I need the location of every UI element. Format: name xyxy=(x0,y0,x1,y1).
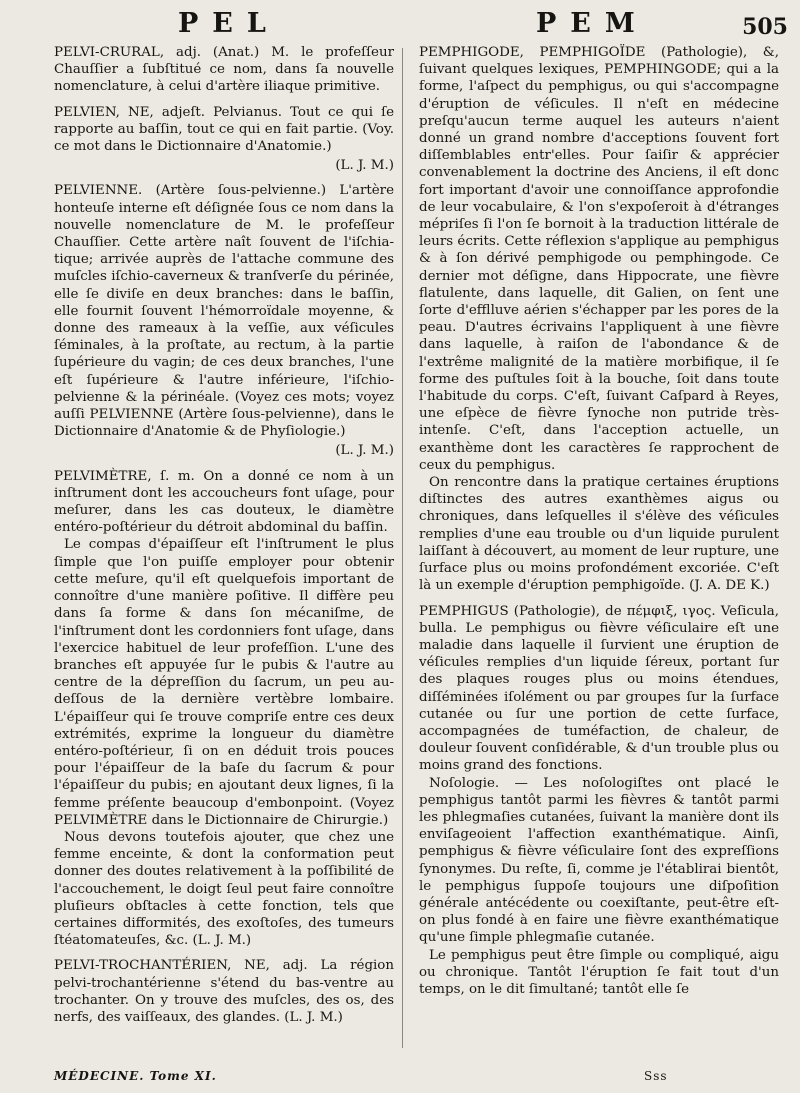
entry-paragraph: PELVIEN, NE, adjeſt. Pelvianus. Tout ce qui ſe rapporte au baſſin, tout ce qui en fait partie. (Voy. ce mot dans le Dictionnaire d'Anatomie.) xyxy=(54,104,394,155)
page-number: 505 xyxy=(742,14,788,40)
footer-signature-mark: Sss xyxy=(644,1069,668,1083)
entry-paragraph: PELVIENNE. (Artère ſous-pelvienne.) L'artère honteuſe interne eſt déſignée ſous ce nom dans la nouvelle nomenclature de M. le profeſſeur Chauſſier. Cette artère naît ſouvent de l'iſchia-tique; arrivée auprès de l'attache commune des muſcles iſchio-caverneux & tranſverſe du périnée, elle ſe diviſe en deux branches: dans le baſſin, elle fournit ſouvent l'hémorroïdale moyenne, & donne des rameaux à la veſſie, aux véſicules ſéminales, à la proſtate, au rectum, à la partie ſupérieure du vagin; de ces deux branches, l'une eſt ſupérieure & l'autre inférieure, l'iſchio-pelvienne & la périnéale. (Voyez ces mots; voyez auſſi PELVIENNE (Artère ſous-pelvienne), dans le Dictionnaire d'Anatomie & de Phyſiologie.) xyxy=(54,183,394,440)
entry-paragraph: PELVI-CRURAL, adj. (Anat.) M. le profeſſeur Chauſſier a ſubſtitué ce nom, dans ſa nouvelle nomenclature, à celui d'artère iliaque primitive. xyxy=(54,45,394,95)
entry-pelvi-crural xyxy=(54,44,394,96)
entry-paragraph: Nous devons toutefois ajouter, que chez une femme enceinte, & dont la conformation peut donner des doutes relativement à la poſſibilité de l'accouchement, le doigt ſeul peut faire connoître pluſieurs obſtacles à cette fonction, tels que certaines difformités, des exoſtoſes, des tumeurs ſtéatomateuſes, &c. (L. J. M.) xyxy=(54,829,394,949)
entry-paragraph: Noſologie. — Les noſologiſtes ont placé le pemphigus tantôt parmi les fièvres & tantôt parmi les phlegmaſies cutanées, ſuivant la manière dont ils enviſageoient l'affection exanthématique. Ainſi, pemphigus & fièvre véſiculaire ſont des expreſſions ſynonymes. Du reſte, ſi, comme je l'établirai bientôt, le pemphigus ſuppoſe toujours une diſpoſition générale antécédente ou coexiſtante, peut-être eſt-on plus fondé à en faire une fièvre exanthématique qu'une ſimple phlegmaſie cutanée. xyxy=(419,775,779,946)
entry-pelvienne xyxy=(54,182,394,459)
entry-paragraph: Le compas d'épaiſſeur eſt l'inſtrument le plus ſimple que l'on puiſſe employer pour obtenir cette meſure, qu'il eſt quelquefois important de connoître d'une manière poſitive. Il diffère peu dans ſa forme & dans ſon mécaniſme, de l'inſtrument dont les cordonniers font uſage, dans l'exercice habituel de leur profeſſion. L'une des branches eſt appuyée ſur le pubis & l'autre au centre de la dépreſſion du ſacrum, un peu au-deſſous de la dernière vertèbre lombaire. L'épaiſſeur qui ſe trouve compriſe entre ces deux extrémités, exprime la longueur du diamètre entéro-poſtérieur, ſi on en déduit trois pouces pour l'épaiſſeur de la baſe du ſacrum & pour l'épaiſſeur du pubis; en ajoutant deux lignes, ſi la femme préſente beaucoup d'embonpoint. (Voyez PELVIMÈTRE dans le Dictionnaire de Chirurgie.) xyxy=(54,537,394,828)
entry-paragraph: Le pemphigus peut être ſimple ou compliqué, aigu ou chronique. Tantôt l'éruption ſe fait tout d'un temps, on le dit ſimultané; tantôt elle ſe xyxy=(419,947,779,997)
entry-signature: (L. J. M.) xyxy=(335,158,394,174)
left-column xyxy=(54,44,394,1034)
column-divider xyxy=(402,48,403,1048)
entry-pelvien xyxy=(54,104,394,175)
entry-paragraph: PELVIMÈTRE, ſ. m. On a donné ce nom à un inſtrument dont les accoucheurs font uſage, pour meſurer, dans les cas douteux, le diamètre entéro-poſtérieur du détroit abdominal du baſſin. xyxy=(54,468,394,536)
entry-paragraph: PELVI-TROCHANTÉRIEN, NE, adj. La région pelvi-trochantérienne s'étend du bas-ventre au trochanter. On y trouve des muſcles, des os, des nerfs, des vaiſſeaux, des glandes. (L. J. M.) xyxy=(54,958,394,1025)
entry-paragraph: On rencontre dans la pratique certaines éruptions diſtinctes des autres exanthèmes aigus ou chroniques, dans leſquelles il s'élève des véſicules remplies d'une eau trouble ou d'un liquide purulent laiſſant à découvert, au moment de leur rupture, une ſurface plus ou moins profondément excoriée. C'eſt là un exemple d'éruption pemphigoïde. (J. A. DE K.) xyxy=(419,475,779,594)
page-footer xyxy=(0,1069,800,1093)
entry-pemphigode xyxy=(419,44,779,595)
entry-paragraph: PEMPHIGODE, PEMPHIGOÏDE (Pathologie), &, ſuivant quelques lexiques, PEMPHINGODE; qui a la forme, l'aſpect du pemphigus, ou qui s'accompagne d'éruption de véſicules. Il n'eſt en médecine preſqu'aucun terme auquel les auteurs n'aient donné un grand nombre d'acceptions ſouvent fort diſſemblables entr'elles. Pour ſaiſir & apprécier convenablement la doctrine des Anciens, il eſt donc fort important d'avoir une connoiſſance approfondie de leur vocabulaire, & l'on s'expoſeroit à d'étranges mépriſes ſi l'on ſe bornoit à la traduction littérale de leurs écrits. Cette réflexion s'applique au pemphigus & à ſon dérivé pemphigode ou pemphingode. Ce dernier mot déſigne, dans Hippocrate, une fièvre flatulente, dans laquelle, dit Galien, on ſent une ſorte d'efflluve aérien s'échapper par les pores de la peau. D'autres écrivains l'appliquent à une fièvre dans laquelle, à raiſon de l'abondance & de l'extrême malignité de la matière morbifique, il ſe forme des puſtules ſoit à la bouche, ſoit dans toute l'habitude du corps. C'eſt, ſuivant Caſpard à Reyes, une eſpèce de fièvre ſynoche non putride très-intenſe. C'eſt, dans l'acception actuelle, un exanthème dont les caractères ſe rapprochent de ceux du pemphigus. xyxy=(419,45,779,473)
footer-volume: MÉDECINE. Tome XI. xyxy=(54,1069,217,1083)
running-header xyxy=(0,8,800,42)
entry-paragraph: PEMPHIGUS (Pathologie), de πέμφιξ, ιγος. Veſicula, bulla. Le pemphigus ou fièvre véſiculaire eſt une maladie dans laquelle il ſurvient une éruption de véſicules remplies d'un liquide ſéreux, portant ſur des plaques rouges plus ou moins étendues, diſſéminées iſolément ou par groupes ſur la ſurface cutanée ou ſur une portion de cette ſurface, accompagnées de tuméfaction, de chaleur, de douleur ſouvent conſidérable, & d'un trouble plus ou moins grand des fonctions. xyxy=(419,603,779,774)
entry-signature: (L. J. M.) xyxy=(335,443,394,459)
running-head-left: PEL xyxy=(178,8,280,39)
right-column xyxy=(419,44,779,1006)
entry-pelvimetre xyxy=(54,468,394,950)
running-head-right: PEM xyxy=(536,8,649,39)
entry-pemphigus xyxy=(419,603,779,999)
entry-pelvi-trochanterien xyxy=(54,957,394,1026)
